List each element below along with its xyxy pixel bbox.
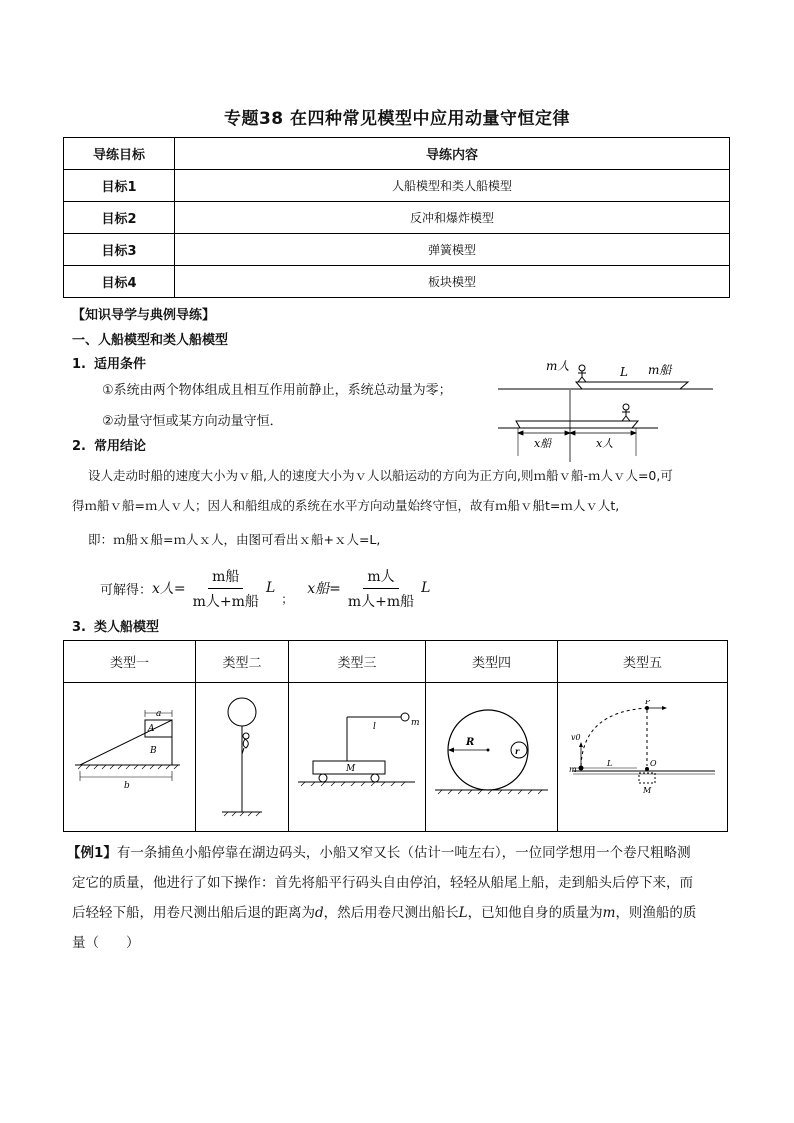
formula-a-denominator: m人+m船 [192, 593, 259, 610]
example-text: 有一条捕鱼小船停靠在湖边码头，小船又窄又长（估计一吨左右），一位同学想用一个卷尺粗略测 [116, 845, 691, 861]
label-x-person: x人 [596, 437, 614, 450]
var-d: d [315, 905, 324, 921]
formula-b-numerator: m人 [363, 566, 398, 589]
condition-line: ②动量守恒或某方向动量守恒． [102, 414, 283, 429]
point-O [645, 767, 649, 771]
model-figure-cell [196, 683, 289, 832]
model-figure-cell [558, 683, 728, 832]
wedge-block-figure [70, 705, 190, 805]
projectile-cart-figure [563, 700, 723, 810]
person-bottom-icon [622, 404, 630, 421]
item-number: 3. [72, 620, 86, 635]
item-title: 类人船模型 [94, 620, 160, 635]
example-text: 定它的质量，他进行了如下操作：首先将船平行码头自由停泊，轻轻从船尾上船，走到船头后停下来，而 [72, 875, 693, 891]
content-cell: 板块模型 [175, 266, 730, 298]
svg-text:M: M [642, 786, 651, 795]
item-number: 1. [72, 357, 86, 372]
example-1 [63, 838, 729, 958]
table-header-goal: 导练目标 [64, 138, 175, 170]
boat-bottom [516, 421, 638, 428]
var-L: L [458, 905, 468, 921]
person-boat-figure [498, 352, 720, 462]
model-type-header: 类型四 [426, 641, 558, 683]
example-text: ，然后用卷尺测出船长 [323, 905, 459, 921]
balloon-rope-figure [202, 690, 282, 820]
svg-text:O: O [649, 759, 657, 768]
formula-b-tail: L [421, 580, 431, 596]
conclusion-line: 即：ｍ船ｘ船=ｍ人ｘ人，由图可看出ｘ船+ｘ人=L, [88, 532, 381, 547]
item-number: 2. [72, 439, 86, 454]
goal-cell: 目标3 [64, 234, 175, 266]
svg-text:a: a [155, 709, 161, 719]
svg-text:r: r [514, 746, 519, 756]
subsection-heading: 一、人船模型和类人船模型 [72, 333, 229, 348]
example-text: ，已知他自身的质量为 [467, 905, 603, 921]
point-P [645, 706, 649, 710]
model-figure-cell [289, 683, 426, 832]
model-type-header: 类型二 [196, 641, 289, 683]
trajectory [581, 708, 647, 766]
var-m: m [602, 905, 616, 921]
model-figure-cell [64, 683, 196, 832]
table-row [64, 170, 730, 202]
wedge-B [80, 720, 172, 765]
boat-top [576, 382, 688, 389]
svg-text:R: R [465, 737, 474, 748]
item-title: 适用条件 [94, 357, 147, 372]
item-title: 常用结论 [94, 439, 147, 454]
model-header-row [64, 641, 728, 683]
formula-a-fraction [189, 566, 263, 611]
svg-text:m: m [568, 765, 577, 774]
svg-text:l: l [373, 722, 376, 732]
formula-b-denominator: m人+m船 [347, 593, 415, 610]
example-text: ，则渔船的质 [615, 905, 697, 921]
person-icon [242, 733, 249, 754]
model-figure-cell [426, 683, 558, 832]
conclusion-line: 设人走动时船的速度大小为ｖ船,人的速度大小为ｖ人以船运动的方向为正方向,则ｍ船ｖ船-ｍ人ｖ人=0,可 [88, 468, 673, 483]
svg-text:L: L [606, 759, 612, 768]
table-header-content: 导练内容 [175, 138, 730, 170]
svg-text:P: P [644, 700, 650, 706]
goal-cell: 目标2 [64, 202, 175, 234]
formula-b-fraction [344, 566, 418, 611]
ball-m [401, 713, 409, 721]
model-type-header: 类型三 [289, 641, 426, 683]
goal-cell: 目标4 [64, 266, 175, 298]
content-cell: 弹簧模型 [175, 234, 730, 266]
balloon [228, 698, 256, 726]
formula-b-lhs: x船= [307, 581, 341, 597]
table-row [64, 202, 730, 234]
model-type-header: 类型一 [64, 641, 196, 683]
label-m-boat: m船 [648, 363, 672, 377]
solution-formulas [100, 560, 430, 616]
dimension-arrows [518, 431, 636, 435]
model-types-table [63, 640, 728, 832]
label-x-boat: x船 [534, 437, 552, 450]
svg-text:b: b [123, 781, 130, 791]
goal-cell: 目标1 [64, 170, 175, 202]
svg-text:m: m [411, 718, 420, 728]
conclusion-line: 得ｍ船ｖ船=ｍ人ｖ人；因人和船组成的系统在水平方向动量始终守恒，故有ｍ船ｖ船t=ｍ人ｖ人t, [72, 498, 620, 513]
svg-text:v0: v0 [570, 733, 581, 742]
model-type-header: 类型五 [558, 641, 728, 683]
example-text: 量（ ） [72, 935, 140, 951]
formula-separator: ； [281, 591, 294, 606]
table-row [64, 266, 730, 298]
formula-a-lhs: x人= [152, 581, 186, 597]
model-figure-row [64, 683, 728, 832]
page-title: 专题38 在四种常见模型中应用动量守恒定律 [223, 109, 571, 129]
table-header-row [64, 138, 730, 170]
svg-text:M: M [346, 764, 356, 774]
goal-table [63, 137, 730, 298]
section-heading: 【知识导学与典例导练】 [72, 308, 216, 323]
svg-text:B: B [149, 746, 157, 756]
formula-a-numerator: m船 [208, 566, 243, 589]
formula-a-tail: L [265, 580, 276, 596]
person-top-icon [578, 365, 586, 382]
content-cell: 人船模型和类人船模型 [175, 170, 730, 202]
example-label: 【例1】 [67, 845, 117, 861]
label-L: L [620, 365, 628, 379]
solve-label: 可解得： [100, 582, 153, 598]
cart-M [639, 773, 655, 783]
cart-pendulum-figure [293, 705, 421, 805]
ring-ball-figure [430, 705, 554, 805]
example-text: 后轻轻下船，用卷尺测出船后退的距离为 [72, 905, 315, 921]
svg-text:A: A [147, 724, 154, 734]
table-row [64, 234, 730, 266]
content-cell: 反冲和爆炸模型 [175, 202, 730, 234]
label-m-person: m人 [546, 359, 570, 373]
condition-line: ①系统由两个物体组成且相互作用前静止，系统总动量为零； [102, 383, 452, 398]
